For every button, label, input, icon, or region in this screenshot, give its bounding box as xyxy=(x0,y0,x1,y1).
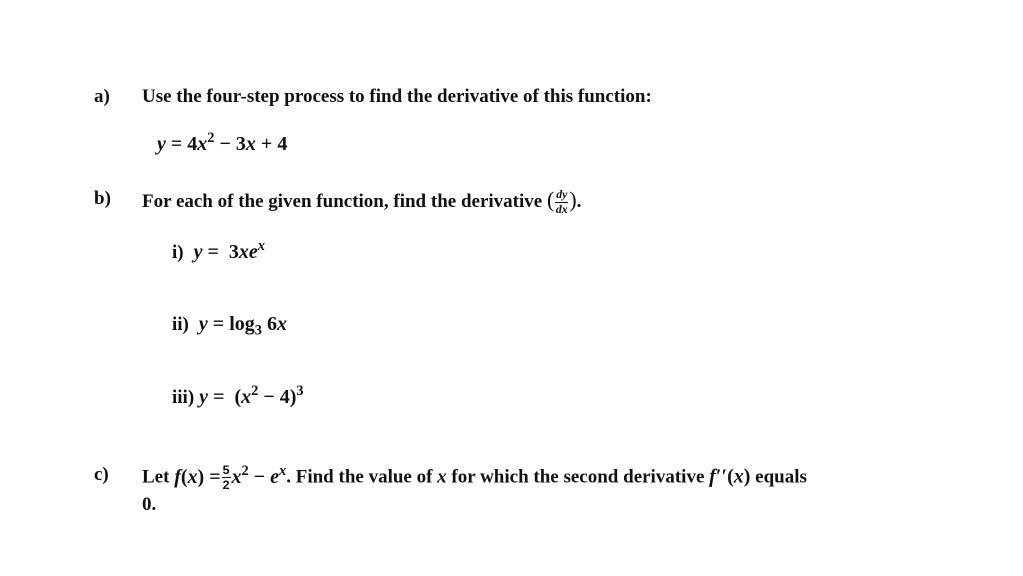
dy-numerator: dy xyxy=(556,188,568,202)
eq-a-exp1: 2 xyxy=(207,130,215,147)
frac-denominator: 2 xyxy=(222,478,230,493)
c-e-exp: x xyxy=(279,462,287,479)
part-ii-label: ii) xyxy=(172,314,189,335)
c-fpp: f xyxy=(709,465,716,488)
c-f: f xyxy=(174,465,181,488)
part-iii-open: ( xyxy=(234,386,242,408)
question-c-label: c) xyxy=(94,464,109,485)
c-fpp-arg: x xyxy=(733,465,744,488)
part-ii-equals: = xyxy=(212,313,225,335)
c-var: x xyxy=(231,465,242,488)
question-b-part-iii xyxy=(172,383,304,409)
eq-a-var1: x xyxy=(197,133,208,155)
dy-dx-fraction xyxy=(555,189,568,216)
c-exp: 2 xyxy=(241,462,249,479)
question-a-equation xyxy=(157,130,288,156)
part-iii-exp: 2 xyxy=(251,383,259,400)
part-iii-const: 4 xyxy=(279,386,290,408)
deriv-period: . xyxy=(576,191,582,212)
part-ii-base: 3 xyxy=(254,322,262,339)
part-iii-minus: − xyxy=(263,386,275,408)
five-halves-fraction xyxy=(222,464,231,492)
c-minus: − xyxy=(253,465,266,488)
question-a-label: a) xyxy=(94,86,110,107)
eq-a-var2: x xyxy=(245,133,256,155)
question-c-line1 xyxy=(142,464,807,492)
eq-a-lhs: y xyxy=(157,133,166,155)
part-ii-log: log xyxy=(229,313,255,335)
c-arg: x xyxy=(187,465,198,488)
c-e: e xyxy=(270,465,280,488)
eq-a-coef2: 3 xyxy=(235,133,246,155)
part-i-label: i) xyxy=(172,242,184,263)
part-i-base: e xyxy=(248,241,258,263)
part-i-exp: x xyxy=(257,238,265,255)
eq-a-equals: = xyxy=(170,133,183,155)
part-iii-close: ) xyxy=(289,386,297,408)
part-iii-outer-exp: 3 xyxy=(296,383,304,400)
c-equals: = xyxy=(209,465,221,488)
part-ii-coef: 6 xyxy=(266,313,277,335)
question-b-part-ii xyxy=(172,313,287,339)
c-arg-open: ( xyxy=(180,465,188,488)
eq-a-minus: − xyxy=(219,133,231,155)
c-var-x: x xyxy=(437,466,447,488)
part-iii-lhs: y xyxy=(199,386,209,408)
deriv-open-paren: ( xyxy=(546,188,555,212)
eq-a-plus: + xyxy=(260,133,273,155)
c-after3: equals xyxy=(755,466,807,488)
question-b-text-line xyxy=(142,188,581,216)
c-let: Let xyxy=(142,466,170,488)
eq-a-const: 4 xyxy=(277,133,288,155)
part-iii-label: iii) xyxy=(172,387,195,408)
part-i-var: x xyxy=(238,241,249,263)
frac-numerator: 5 xyxy=(222,463,230,477)
c-after2: for which the second derivative xyxy=(451,466,705,488)
question-b-label: b) xyxy=(94,188,111,209)
c-primes: ′′ xyxy=(715,465,728,488)
part-ii-var: x xyxy=(276,313,287,335)
question-b-part-i xyxy=(172,238,265,264)
part-iii-equals: = xyxy=(213,386,225,408)
part-ii-lhs: y xyxy=(198,313,208,335)
part-i-lhs: y xyxy=(193,241,203,263)
dx-denominator: dx xyxy=(555,203,568,217)
deriv-close-paren: ) xyxy=(569,188,577,212)
c-fpp-close: ) xyxy=(743,465,751,488)
question-b-text: For each of the given function, find the derivative xyxy=(142,191,543,212)
question-c-line2: 0. xyxy=(142,494,157,515)
eq-a-coef1: 4 xyxy=(187,133,198,155)
part-iii-var: x xyxy=(241,386,252,408)
c-after1: . Find the value of xyxy=(286,466,433,488)
c-arg-close: ) xyxy=(197,465,205,488)
part-i-equals: = xyxy=(207,241,219,263)
part-i-coef: 3 xyxy=(228,241,239,263)
c-fpp-open: ( xyxy=(727,465,734,488)
question-a-text: Use the four-step process to find the derivative of this function: xyxy=(142,86,652,107)
